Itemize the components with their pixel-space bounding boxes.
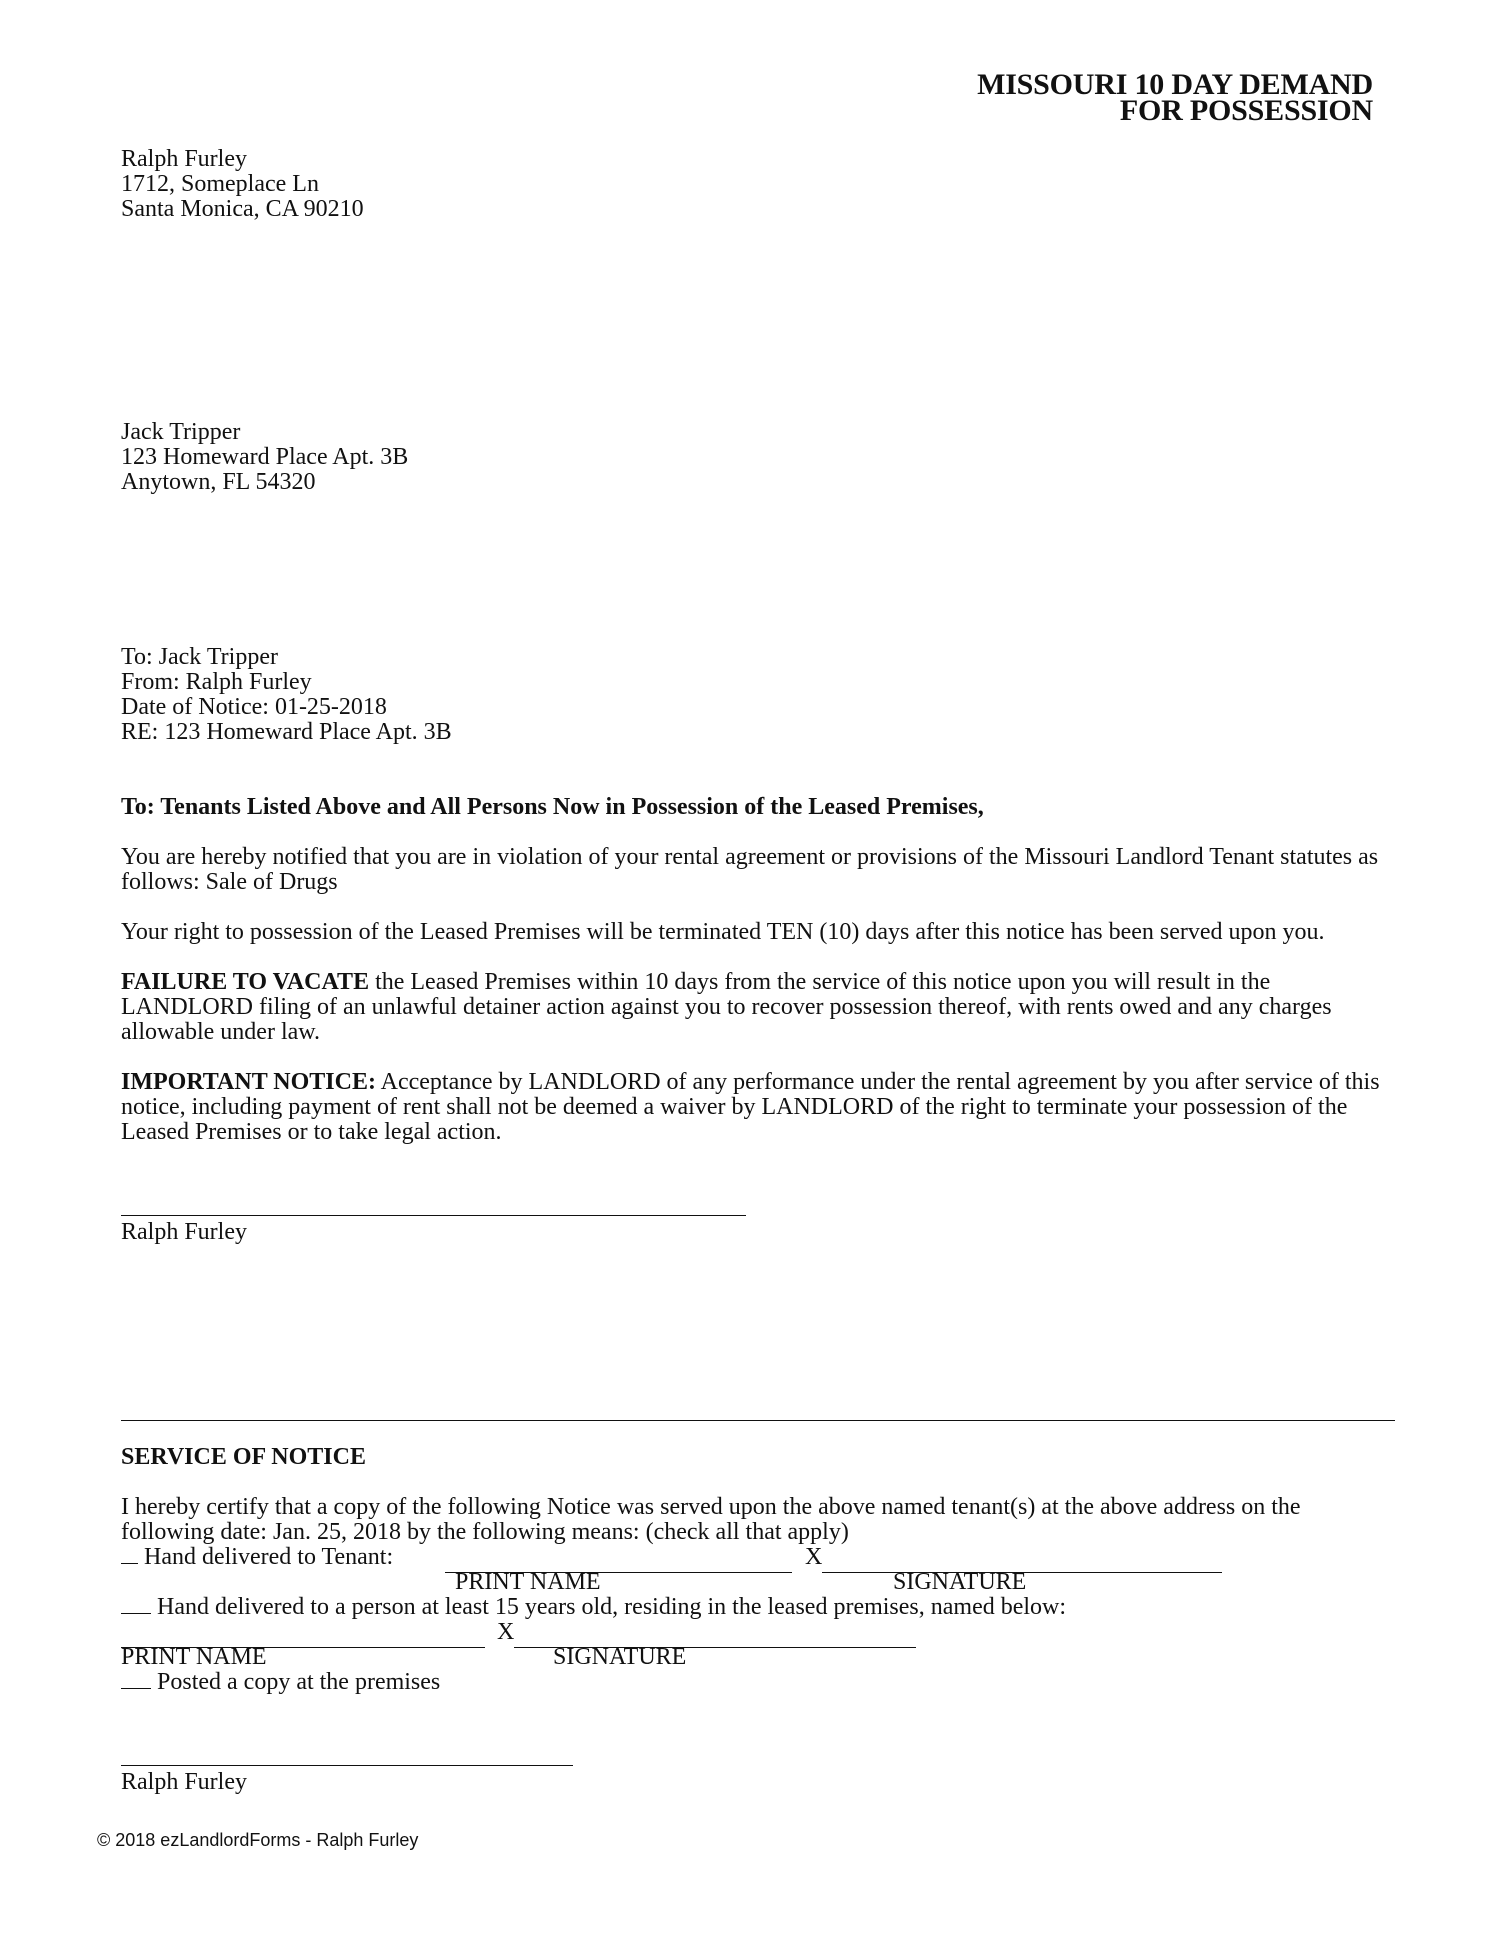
termination-text: Your right to possession of the Leased Premises will be terminated TEN (10) days after this notice has been served upon you.: [121, 919, 1325, 945]
tenant-print-name-label: PRINT NAME: [455, 1569, 601, 1595]
checkbox-blank-1[interactable]: [121, 1545, 138, 1564]
recipient-name: Jack Tripper: [121, 419, 241, 445]
memo-from: From: Ralph Furley: [121, 669, 312, 695]
service-signer-name: Ralph Furley: [121, 1769, 247, 1795]
title-line-2: FOR POSSESSION: [1119, 94, 1373, 127]
recipient-address: [121, 420, 408, 495]
sender-address: [121, 147, 364, 222]
failure-text: the Leased Premises within 10 days from the service of this notice upon you will result in the LANDLORD filing of an unlawful detainer action against you to recover possession thereof, with rents owed and any charges allowable under law.: [121, 969, 1332, 1045]
memo-date: Date of Notice: 01-25-2018: [121, 694, 387, 720]
tenant-x-mark: X: [805, 1544, 823, 1570]
landlord-signature-line: [121, 1215, 746, 1216]
option-hand-delivered-tenant: [121, 1545, 393, 1570]
failure-paragraph: [121, 970, 1391, 1045]
checkbox-blank-2[interactable]: [121, 1595, 151, 1614]
option2-label: Hand delivered to a person at least 15 years old, residing in the leased premises, named below:: [157, 1594, 1067, 1620]
memo-header: [121, 645, 452, 745]
title-line-1: MISSOURI 10 DAY DEMAND: [977, 68, 1373, 101]
option-hand-delivered-person: [121, 1595, 1066, 1620]
service-certify-text: I hereby certify that a copy of the following Notice was served upon the above named tenant(s) at the above address on the following date: Jan. 25, 2018 by the following means: (check all that apply): [121, 1494, 1301, 1545]
recipient-city: Anytown, FL 54320: [121, 469, 316, 495]
person-x-mark: X: [497, 1619, 515, 1645]
sender-street: 1712, Someplace Ln: [121, 171, 319, 197]
person-signature-label: SIGNATURE: [553, 1644, 687, 1670]
important-text: Acceptance by LANDLORD of any performance under the rental agreement by you after service of this notice, including payment of rent shall not be deemed a waiver by LANDLORD of the right to terminate your possession of the Leased Premises or to take legal action.: [121, 1069, 1380, 1145]
person-print-name-label: PRINT NAME: [121, 1644, 267, 1670]
tenant-signature-label: SIGNATURE: [893, 1569, 1027, 1595]
landlord-signature-name: Ralph Furley: [121, 1219, 247, 1245]
termination-paragraph: [121, 920, 1391, 945]
failure-lead: FAILURE TO VACATE: [121, 969, 370, 995]
option-posted-copy: [121, 1670, 440, 1695]
sender-city: Santa Monica, CA 90210: [121, 196, 364, 222]
service-certify: [121, 1495, 1391, 1545]
salutation: To: Tenants Listed Above and All Persons Now in Possession of the Leased Premises,: [121, 794, 984, 820]
violation-paragraph: [121, 845, 1391, 895]
section-divider: [121, 1420, 1395, 1421]
option3-label: Posted a copy at the premises: [157, 1669, 441, 1695]
memo-re: RE: 123 Homeward Place Apt. 3B: [121, 719, 452, 745]
document-title: [977, 68, 1373, 127]
important-paragraph: [121, 1070, 1391, 1145]
service-heading: SERVICE OF NOTICE: [121, 1444, 366, 1470]
sender-name: Ralph Furley: [121, 146, 247, 172]
memo-to: To: Jack Tripper: [121, 644, 278, 670]
service-signature-line: [121, 1765, 573, 1766]
footer-copyright: © 2018 ezLandlordForms - Ralph Furley: [97, 1830, 419, 1850]
important-lead: IMPORTANT NOTICE:: [121, 1069, 376, 1095]
recipient-street: 123 Homeward Place Apt. 3B: [121, 444, 409, 470]
checkbox-blank-3[interactable]: [121, 1670, 151, 1689]
option1-label: Hand delivered to Tenant:: [144, 1544, 394, 1570]
violation-text: You are hereby notified that you are in violation of your rental agreement or provisions of the Missouri Landlord Tenant statutes as follows: Sale of Drugs: [121, 844, 1379, 895]
